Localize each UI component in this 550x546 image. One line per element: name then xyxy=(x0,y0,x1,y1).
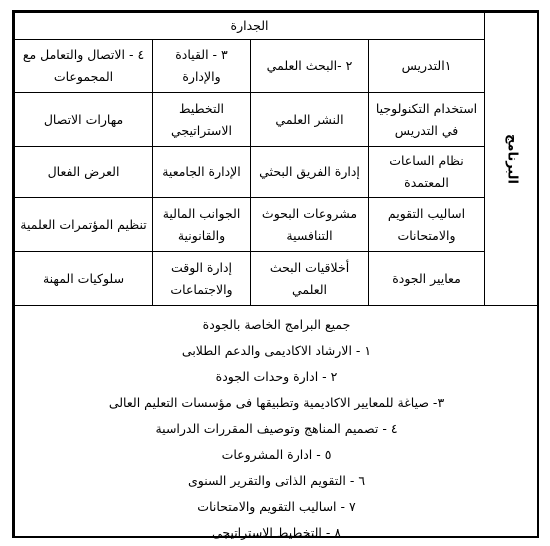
list-item: ١ - الارشاد الاكاديمى والدعم الطلابى xyxy=(181,343,372,358)
list-item: ٦ - التقويم الذاتى والتقرير السنوى xyxy=(187,473,366,488)
table-cell: أخلاقيات البحث العلمي xyxy=(250,251,369,306)
table-cell: تنظيم المؤتمرات العلمية xyxy=(14,197,153,252)
list-item: ٨ - التخطيط الاستراتيجى xyxy=(211,525,342,540)
table-cell: التخطيط الاستراتيجي xyxy=(152,92,251,147)
table-cell: مهارات الاتصال xyxy=(14,92,153,147)
competency-table xyxy=(12,10,539,538)
table-cell: النشر العلمي xyxy=(250,92,369,147)
list-item: ٧ - اساليب التقويم والامتحانات xyxy=(197,499,356,514)
list-item: ٢ - ادارة وحدات الجودة xyxy=(215,369,338,384)
table-cell: الجوانب المالية والقانونية xyxy=(152,197,251,252)
program-side-label: البرنامج xyxy=(504,134,519,184)
table-cell: مشروعات البحوث التنافسية xyxy=(250,197,369,252)
table-cell: اساليب التقويم والامتحانات xyxy=(368,197,485,252)
table-cell: نظام الساعات المعتمدة xyxy=(368,146,485,198)
table-cell: استخدام التكنولوجيا في التدريس xyxy=(368,92,485,147)
table-cell: إدارة الوقت والاجتماعات xyxy=(152,251,251,306)
quality-programs-title: جميع البرامج الخاصة بالجودة xyxy=(202,317,351,332)
table-cell: الإدارة الجامعية xyxy=(152,146,251,198)
competency-header: الجدارة xyxy=(14,12,485,40)
list-item: ٣- صياغة للمعايير الاكاديمية وتطبيقها فى مؤسسات التعليم العالى xyxy=(108,395,445,410)
table-cell: ٢ -البحث العلمي xyxy=(250,39,369,93)
table-cell: العرض الفعال xyxy=(14,146,153,198)
table-cell: معايير الجودة xyxy=(368,251,485,306)
list-item: ٤ - تصميم المناهج وتوصيف المقررات الدراسية xyxy=(155,421,398,436)
program-side-cell xyxy=(484,12,539,306)
table-cell: إدارة الفريق البحثي xyxy=(250,146,369,198)
table-cell: سلوكيات المهنة xyxy=(14,251,153,306)
table-cell: ٣ - القيادة والإدارة xyxy=(152,39,251,93)
quality-programs-section xyxy=(14,305,539,538)
list-item: ٥ - ادارة المشروعات xyxy=(221,447,332,462)
table-cell: ٤ - الاتصال والتعامل مع المجموعات xyxy=(14,39,153,93)
table-cell: ١التدريس xyxy=(368,39,485,93)
